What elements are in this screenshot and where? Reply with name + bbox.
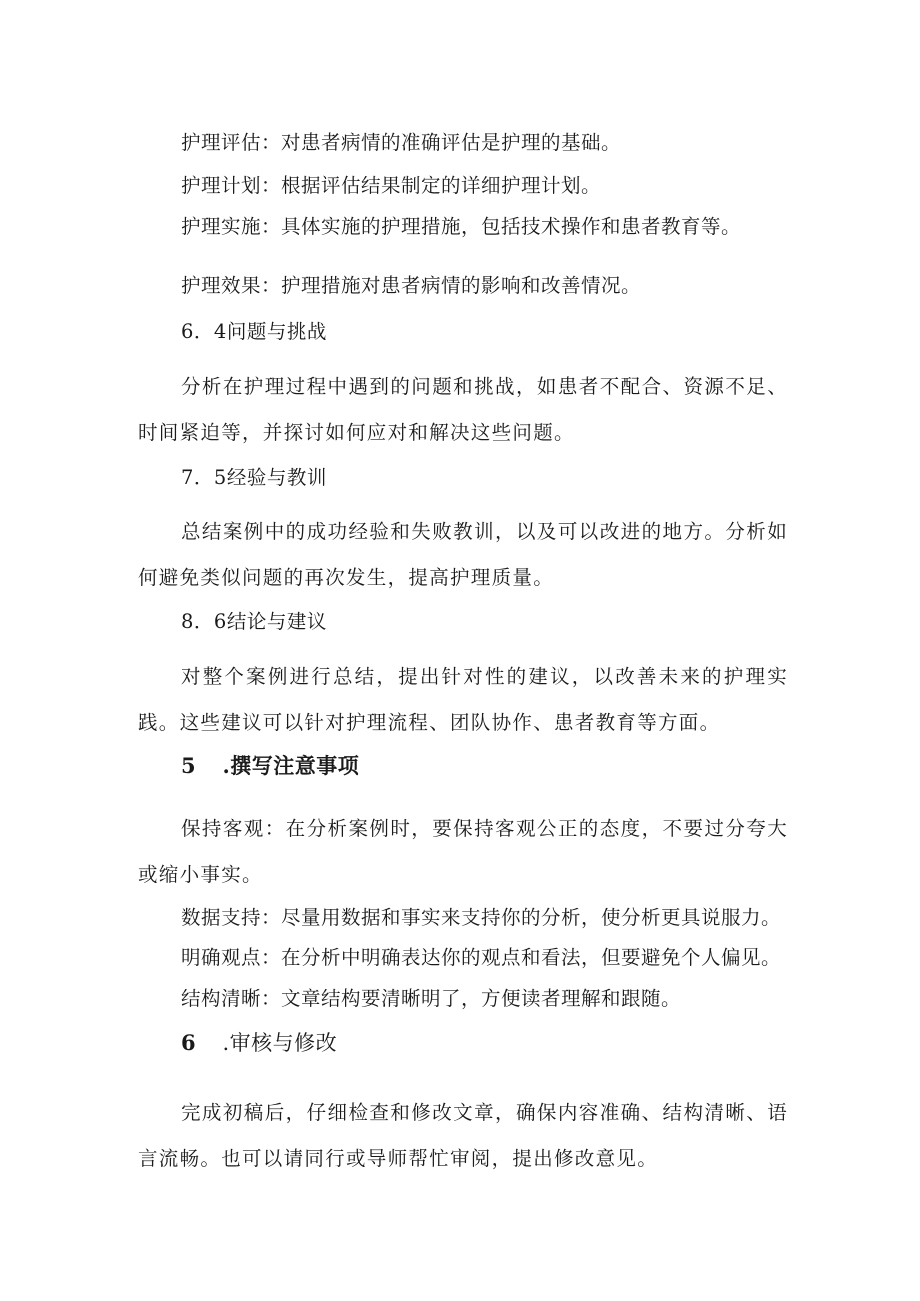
section-heading-5 (181, 753, 359, 779)
section-body-8-6: 对整个案例进行总结，提出针对性的建议，以改善未来的护理实践。这些建议可以针对护理流程、团队协作、患者教育等方面。 (138, 665, 788, 734)
section-title-6: .审核与修改 (222, 1031, 338, 1055)
note-objective: 保持客观：在分析案例时，要保持客观公正的态度，不要过分夸大或缩小事实。 (138, 817, 788, 886)
item-nursing-plan: 护理计划：根据评估结果制定的详细护理计划。 (181, 174, 602, 197)
item-nursing-assessment: 护理评估：对患者病情的准确评估是护理的基础。 (181, 131, 622, 154)
section-number-6: 6 (181, 1030, 197, 1055)
item-nursing-implementation: 护理实施：具体实施的护理措施，包括技术操作和患者教育等。 (181, 215, 742, 238)
section-body-6-4: 分析在护理过程中遇到的问题和挑战，如患者不配合、资源不足、时间紧迫等，并探讨如何应对和解决这些问题。 (138, 375, 788, 444)
section-heading-6-4: 6．4问题与挑战 (181, 320, 327, 343)
note-data-support: 数据支持：尽量用数据和事实来支持你的分析，使分析更具说服力。 (181, 906, 782, 929)
section-heading-6 (181, 1030, 337, 1056)
note-clear-structure: 结构清晰：文章结构要清晰明了，方便读者理解和跟随。 (181, 987, 682, 1010)
section-title-5: .撰写注意事项 (222, 753, 360, 778)
section-heading-8-6: 8．6结论与建议 (181, 610, 327, 633)
section-heading-7-5: 7．5经验与教训 (181, 466, 327, 489)
item-nursing-effect: 护理效果：护理措施对患者病情的影响和改善情况。 (181, 274, 642, 297)
note-clear-viewpoint: 明确观点：在分析中明确表达你的观点和看法，但要避免个人偏见。 (181, 946, 782, 969)
section-number-5: 5 (181, 753, 197, 778)
section-body-6: 完成初稿后，仔细检查和修改文章，确保内容准确、结构清晰、语言流畅。也可以请同行或导师帮忙审阅，提出修改意见。 (138, 1101, 788, 1170)
section-body-7-5: 总结案例中的成功经验和失败教训，以及可以改进的地方。分析如何避免类似问题的再次发生，提高护理质量。 (138, 520, 788, 589)
